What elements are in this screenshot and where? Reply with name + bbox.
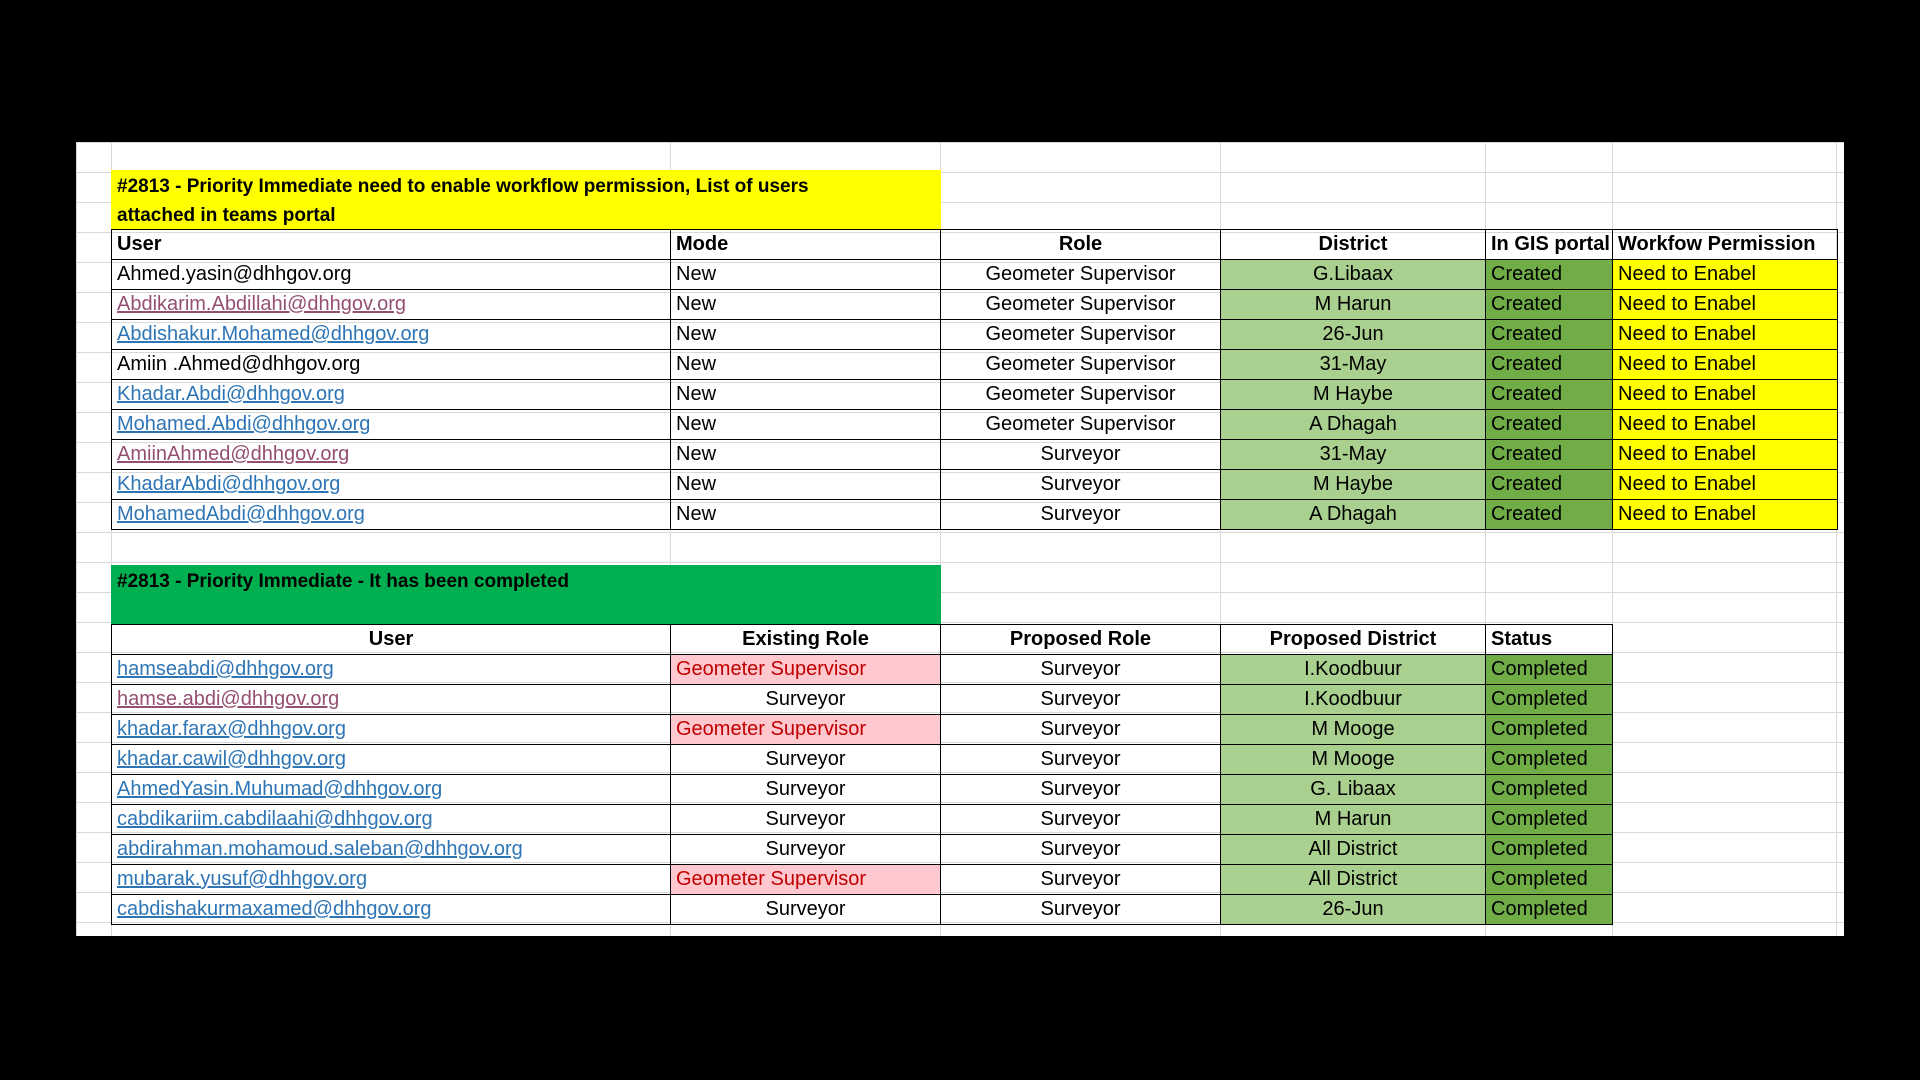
table-row xyxy=(112,410,1838,440)
user-email-cell: Ahmed.yasin@dhhgov.org xyxy=(112,260,671,290)
existing-role-cell: Surveyor xyxy=(671,805,941,835)
user-email-cell[interactable]: cabdikariim.cabdilaahi@dhhgov.org xyxy=(112,805,671,835)
role-cell: Geometer Supervisor xyxy=(941,260,1221,290)
proposed-role-cell: Surveyor xyxy=(941,715,1221,745)
table-row xyxy=(112,470,1838,500)
workflow-permission-cell: Need to Enabel xyxy=(1613,470,1838,500)
existing-role-cell: Geometer Supervisor xyxy=(671,865,941,895)
table-row xyxy=(112,865,1613,895)
table2-header-row xyxy=(112,625,1613,655)
proposed-role-cell: Surveyor xyxy=(941,835,1221,865)
workflow-permission-cell: Need to Enabel xyxy=(1613,380,1838,410)
table1-banner-line2: attached in teams portal xyxy=(117,205,336,226)
district-cell: 31-May xyxy=(1221,350,1486,380)
gis-portal-cell: Created xyxy=(1486,260,1613,290)
table-row xyxy=(112,835,1613,865)
table-row xyxy=(112,440,1838,470)
proposed-role-cell: Surveyor xyxy=(941,865,1221,895)
existing-role-cell: Surveyor xyxy=(671,685,941,715)
district-cell: A Dhagah xyxy=(1221,500,1486,530)
existing-role-cell: Geometer Supervisor xyxy=(671,715,941,745)
workflow-permission-cell: Need to Enabel xyxy=(1613,440,1838,470)
existing-role-cell: Surveyor xyxy=(671,775,941,805)
col-header-workflow-permission: Workfow Permission xyxy=(1613,230,1838,260)
gis-portal-cell: Created xyxy=(1486,440,1613,470)
table2-banner xyxy=(111,565,941,625)
user-email-cell[interactable]: Khadar.Abdi@dhhgov.org xyxy=(112,380,671,410)
existing-role-cell: Surveyor xyxy=(671,745,941,775)
role-cell: Geometer Supervisor xyxy=(941,290,1221,320)
proposed-district-cell: 26-Jun xyxy=(1221,895,1486,925)
user-email-cell[interactable]: abdirahman.mohamoud.saleban@dhhgov.org xyxy=(112,835,671,865)
col-header-proposed-role: Proposed Role xyxy=(941,625,1221,655)
table2-banner-text: #2813 - Priority Immediate - It has been completed xyxy=(117,571,569,592)
table-row xyxy=(112,745,1613,775)
role-cell: Surveyor xyxy=(941,440,1221,470)
district-cell: 26-Jun xyxy=(1221,320,1486,350)
role-cell: Geometer Supervisor xyxy=(941,350,1221,380)
proposed-district-cell: M Harun xyxy=(1221,805,1486,835)
status-cell: Completed xyxy=(1486,655,1613,685)
district-cell: A Dhagah xyxy=(1221,410,1486,440)
workflow-permission-cell: Need to Enabel xyxy=(1613,290,1838,320)
table-row xyxy=(112,805,1613,835)
table-row xyxy=(112,320,1838,350)
proposed-role-cell: Surveyor xyxy=(941,655,1221,685)
mode-cell: New xyxy=(671,290,941,320)
workflow-permission-cell: Need to Enabel xyxy=(1613,260,1838,290)
mode-cell: New xyxy=(671,320,941,350)
mode-cell: New xyxy=(671,500,941,530)
proposed-district-cell: M Mooge xyxy=(1221,745,1486,775)
district-cell: M Harun xyxy=(1221,290,1486,320)
col-header-status: Status xyxy=(1486,625,1613,655)
proposed-role-cell: Surveyor xyxy=(941,895,1221,925)
proposed-district-cell: G. Libaax xyxy=(1221,775,1486,805)
mode-cell: New xyxy=(671,410,941,440)
role-cell: Surveyor xyxy=(941,470,1221,500)
workflow-permission-cell: Need to Enabel xyxy=(1613,500,1838,530)
gis-portal-cell: Created xyxy=(1486,470,1613,500)
gis-portal-cell: Created xyxy=(1486,290,1613,320)
user-email-cell[interactable]: Abdishakur.Mohamed@dhhgov.org xyxy=(112,320,671,350)
proposed-district-cell: All District xyxy=(1221,865,1486,895)
col-header-proposed-district: Proposed District xyxy=(1221,625,1486,655)
col-header-existing-role: Existing Role xyxy=(671,625,941,655)
role-cell: Geometer Supervisor xyxy=(941,380,1221,410)
proposed-role-cell: Surveyor xyxy=(941,745,1221,775)
district-cell: M Haybe xyxy=(1221,380,1486,410)
gis-portal-cell: Created xyxy=(1486,350,1613,380)
mode-cell: New xyxy=(671,260,941,290)
status-cell: Completed xyxy=(1486,745,1613,775)
col-header-user: User xyxy=(112,625,671,655)
user-email-cell[interactable]: Abdikarim.Abdillahi@dhhgov.org xyxy=(112,290,671,320)
status-cell: Completed xyxy=(1486,775,1613,805)
mode-cell: New xyxy=(671,350,941,380)
user-email-cell: Amiin .Ahmed@dhhgov.org xyxy=(112,350,671,380)
proposed-district-cell: I.Koodbuur xyxy=(1221,685,1486,715)
mode-cell: New xyxy=(671,470,941,500)
table-row xyxy=(112,290,1838,320)
district-cell: M Haybe xyxy=(1221,470,1486,500)
user-email-cell[interactable]: KhadarAbdi@dhhgov.org xyxy=(112,470,671,500)
user-email-cell[interactable]: hamse.abdi@dhhgov.org xyxy=(112,685,671,715)
table-row xyxy=(112,500,1838,530)
proposed-role-cell: Surveyor xyxy=(941,805,1221,835)
col-header-mode: Mode xyxy=(671,230,941,260)
table-row xyxy=(112,350,1838,380)
status-cell: Completed xyxy=(1486,835,1613,865)
status-cell: Completed xyxy=(1486,895,1613,925)
mode-cell: New xyxy=(671,380,941,410)
col-header-gis-portal: In GIS portal xyxy=(1486,230,1613,260)
district-cell: 31-May xyxy=(1221,440,1486,470)
proposed-district-cell: I.Koodbuur xyxy=(1221,655,1486,685)
role-cell: Surveyor xyxy=(941,500,1221,530)
proposed-role-cell: Surveyor xyxy=(941,685,1221,715)
col-header-district: District xyxy=(1221,230,1486,260)
user-email-cell[interactable]: MohamedAbdi@dhhgov.org xyxy=(112,500,671,530)
table-row xyxy=(112,655,1613,685)
gis-portal-cell: Created xyxy=(1486,380,1613,410)
table-row xyxy=(112,895,1613,925)
district-cell: G.Libaax xyxy=(1221,260,1486,290)
workflow-permission-table xyxy=(111,229,1838,530)
user-email-cell[interactable]: khadar.farax@dhhgov.org xyxy=(112,715,671,745)
gis-portal-cell: Created xyxy=(1486,320,1613,350)
status-cell: Completed xyxy=(1486,805,1613,835)
proposed-district-cell: M Mooge xyxy=(1221,715,1486,745)
table1-banner xyxy=(111,170,941,230)
user-email-cell[interactable]: hamseabdi@dhhgov.org xyxy=(112,655,671,685)
status-cell: Completed xyxy=(1486,685,1613,715)
table-row xyxy=(112,775,1613,805)
proposed-district-cell: All District xyxy=(1221,835,1486,865)
user-email-cell[interactable]: Mohamed.Abdi@dhhgov.org xyxy=(112,410,671,440)
table-row xyxy=(112,715,1613,745)
col-header-role: Role xyxy=(941,230,1221,260)
spreadsheet-area xyxy=(76,142,1844,936)
proposed-role-cell: Surveyor xyxy=(941,775,1221,805)
gis-portal-cell: Created xyxy=(1486,410,1613,440)
table1-banner-line1: #2813 - Priority Immediate need to enable workflow permission, List of users xyxy=(117,176,809,197)
role-cell: Geometer Supervisor xyxy=(941,410,1221,440)
gis-portal-cell: Created xyxy=(1486,500,1613,530)
status-cell: Completed xyxy=(1486,865,1613,895)
user-email-cell[interactable]: cabdishakurmaxamed@dhhgov.org xyxy=(112,895,671,925)
workflow-permission-cell: Need to Enabel xyxy=(1613,410,1838,440)
workflow-permission-cell: Need to Enabel xyxy=(1613,320,1838,350)
existing-role-cell: Surveyor xyxy=(671,835,941,865)
table1-header-row xyxy=(112,230,1838,260)
table-row xyxy=(112,260,1838,290)
mode-cell: New xyxy=(671,440,941,470)
col-header-user: User xyxy=(112,230,671,260)
table-row xyxy=(112,380,1838,410)
user-email-cell[interactable]: AmiinAhmed@dhhgov.org xyxy=(112,440,671,470)
completed-table xyxy=(111,624,1613,925)
user-email-cell[interactable]: mubarak.yusuf@dhhgov.org xyxy=(112,865,671,895)
user-email-cell[interactable]: khadar.cawil@dhhgov.org xyxy=(112,745,671,775)
role-cell: Geometer Supervisor xyxy=(941,320,1221,350)
status-cell: Completed xyxy=(1486,715,1613,745)
existing-role-cell: Geometer Supervisor xyxy=(671,655,941,685)
workflow-permission-cell: Need to Enabel xyxy=(1613,350,1838,380)
existing-role-cell: Surveyor xyxy=(671,895,941,925)
table-row xyxy=(112,685,1613,715)
user-email-cell[interactable]: AhmedYasin.Muhumad@dhhgov.org xyxy=(112,775,671,805)
